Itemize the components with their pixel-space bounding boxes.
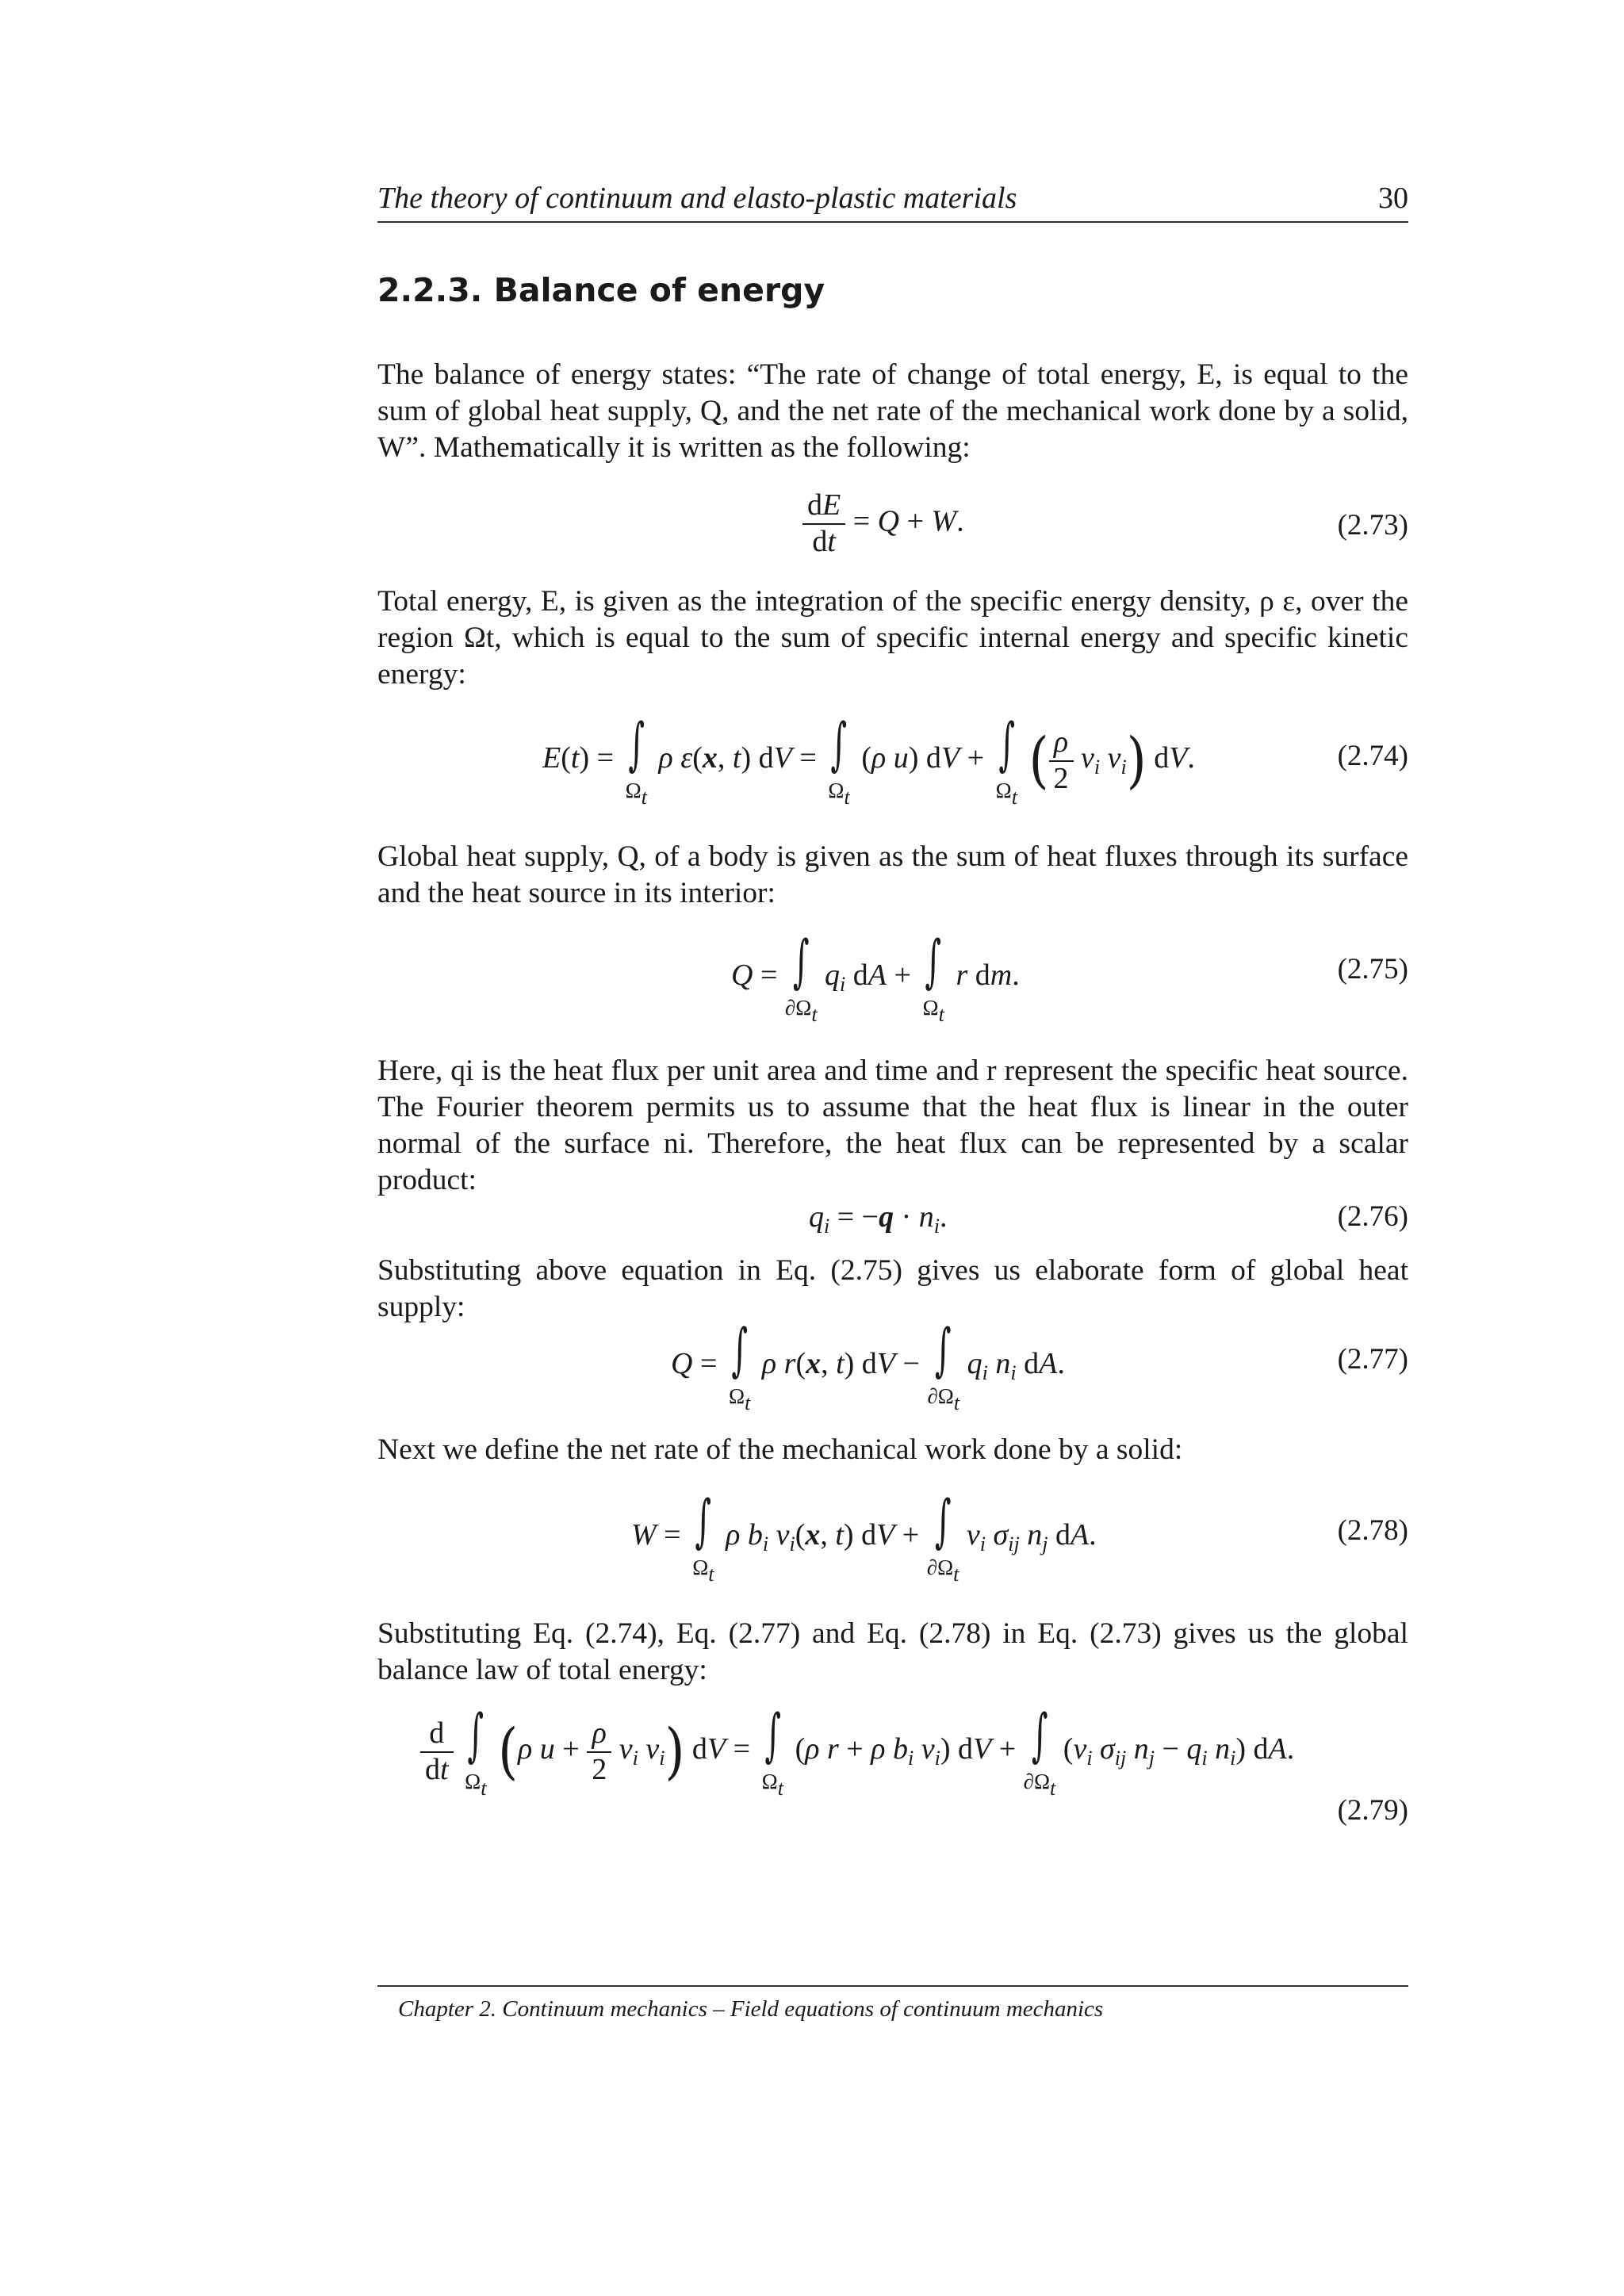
paragraph-4: Here, qi is the heat flux per unit area and time and r represent the specific heat source. The Fourier theorem permits us to assume that the heat flux is linear in the outer normal of the surface ni. Therefore, the heat flux can be represented by a scalar product:	[377, 1054, 1408, 1196]
paragraph-5: Substituting above equation in Eq. (2.75) gives us elaborate form of global heat supply:	[377, 1254, 1408, 1323]
section-heading: 2.2.3. Balance of energy	[377, 271, 825, 309]
equation-number-2-75: (2.75)	[1337, 953, 1408, 985]
paragraph-3: Global heat supply, Q, of a body is given as the sum of heat fluxes through its surface and the heat source in its interior:	[377, 840, 1408, 909]
equation-number-2-74: (2.74)	[1337, 740, 1408, 772]
equation-number-2-79: (2.79)	[1337, 1794, 1408, 1827]
equation-number-2-73: (2.73)	[1337, 509, 1408, 541]
header-rule	[377, 221, 1408, 223]
equation-2-77: Q = ∫ Ωt ρ r(x, t) dV − ∫ ∂Ωt $q_i$ $n_i$ dA.	[671, 1316, 1065, 1414]
footer-rule	[377, 1985, 1408, 1987]
equation-2-76: $q_i = -q \cdot n_i$.	[809, 1200, 948, 1238]
equation-number-2-76: (2.76)	[1337, 1200, 1408, 1233]
equation-number-2-77: (2.77)	[1337, 1343, 1408, 1376]
equation-2-75: Q = ∫ ∂Ωt $q_i$ dA + ∫ Ωt r dm.	[731, 928, 1020, 1026]
paragraph-6: Next we define the net rate of the mechanical work done by a solid:	[377, 1433, 1183, 1466]
page-number: 30	[1378, 182, 1408, 215]
paragraph-7: Substituting Eq. (2.74), Eq. (2.77) and Eq. (2.78) in Eq. (2.73) gives us the global balance law of total energy:	[377, 1617, 1408, 1686]
footer-text: Chapter 2. Continuum mechanics – Field equations of continuum mechanics	[398, 1996, 1104, 2022]
equation-number-2-78: (2.78)	[1337, 1514, 1408, 1547]
running-title: The theory of continuum and elasto-plastic materials	[377, 182, 1017, 215]
paragraph-2: Total energy, E, is given as the integration of the specific energy density, ρ ε, over the region Ωt, which is equal to the sum of specific internal energy and specific kinetic energy:	[377, 585, 1408, 691]
equation-2-78: W = ∫ Ωt ρ $b_i$ $v_i(x$, t) dV + ∫ ∂Ωt $v_i$ $\sigma_{ij}$ $n_j$ dA.	[631, 1487, 1097, 1586]
equation-2-73: $\frac{dE}{dt}$ = Q + W.	[802, 488, 964, 559]
equation-2-79: $\frac{d}{dt}$ ∫ Ωt (ρ u + $\frac{\rho}{2}$ $v_i$ $v_i$) dV = ∫ Ωt (ρ r + ρ $b_i$ $v_i$) dV + ∫ ∂Ωt ($v_i$ $\sigma_{ij}$ $n_j - q_i$ $n_i$) dA.	[420, 1703, 1294, 1800]
equation-2-74: E(t) = ∫ Ωt ρ ε(x, t) dV = ∫ Ωt (ρ u) dV + ∫ Ωt ( $\frac{\rho}{2}$ $v_i$ $v_i$) dV.	[542, 710, 1195, 809]
paragraph-1: The balance of energy states: “The rate of change of total energy, E, is equal to the sum of global heat supply, Q, and the net rate of the mechanical work done by a solid, W”. Mathematically it is written as the following:	[377, 358, 1408, 464]
